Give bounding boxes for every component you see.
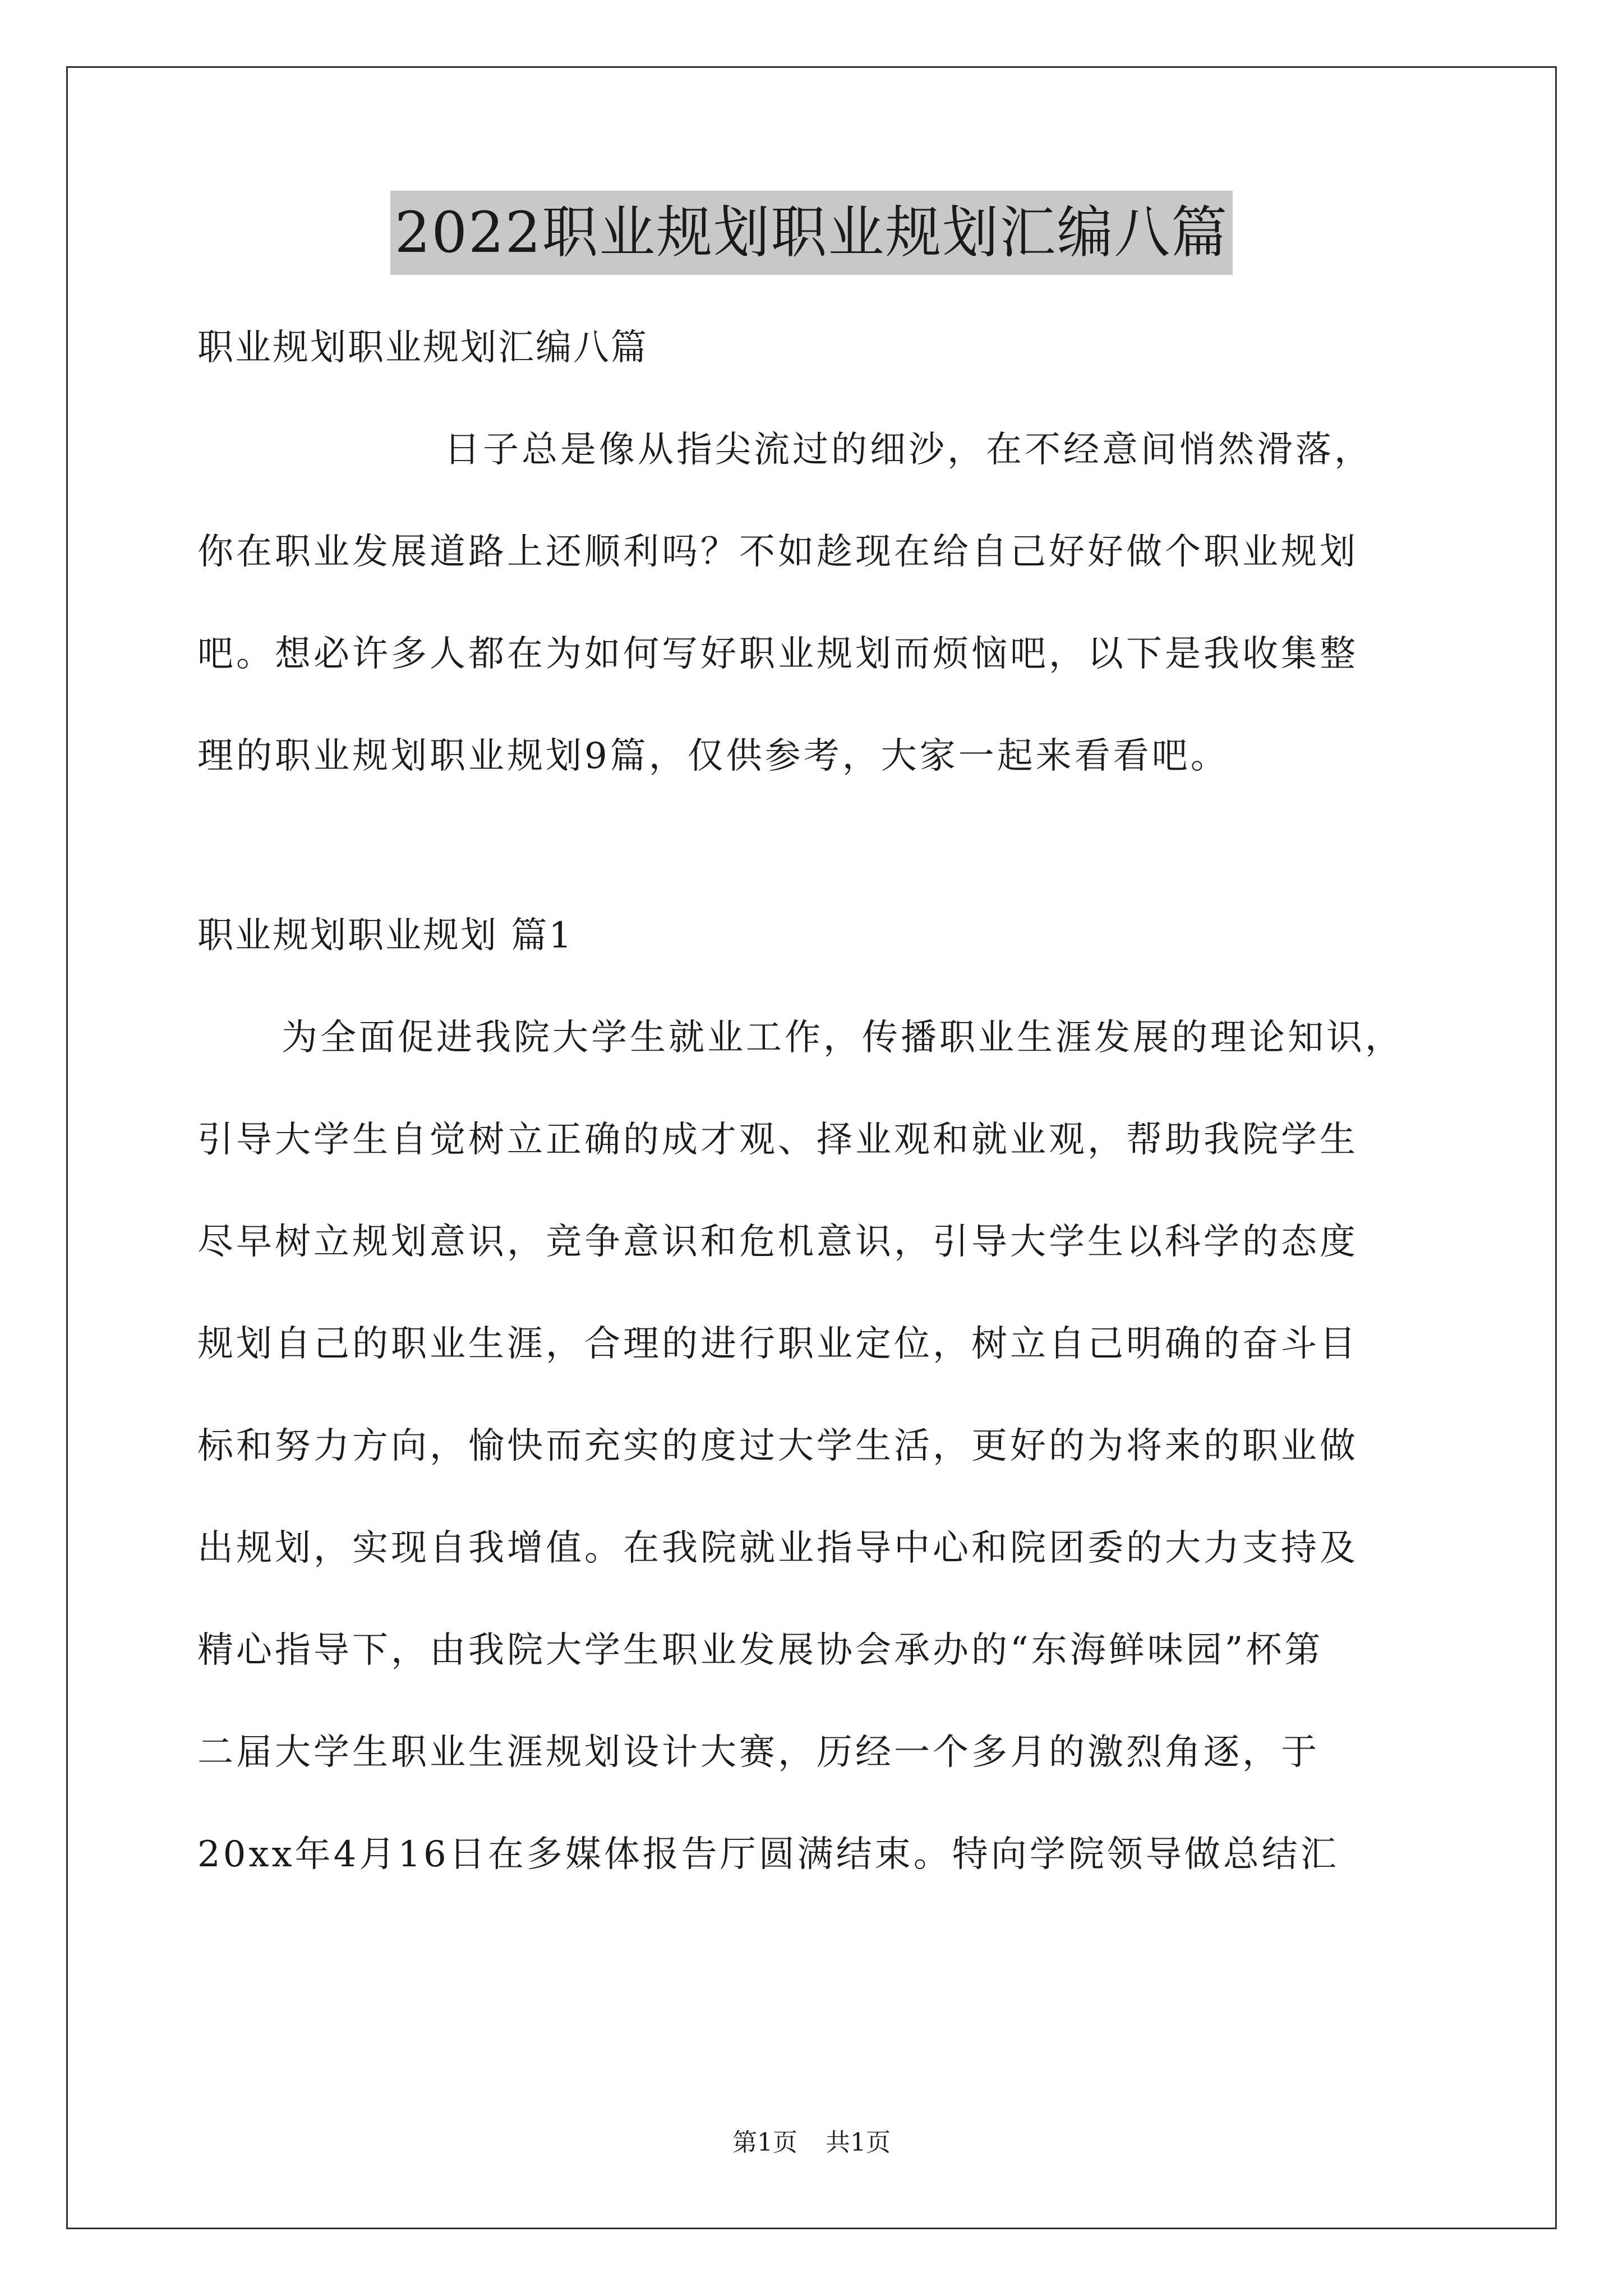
intro-line-1: 日子总是像从指尖流过的细沙，在不经意间悄然滑落， [444,429,1373,471]
body-line-6: 出规划，实现自我增值。在我院就业指导中心和院团委的大力支持及 [197,1527,1358,1569]
body-line-4: 规划自己的职业生涯，合理的进行职业定位，树立自己明确的奋斗目 [197,1323,1358,1365]
page-number: 第1页 [732,2128,797,2157]
document-body [197,323,1470,1931]
intro-line-4: 理的职业规划职业规划9篇，仅供参考，大家一起来看看吧。 [197,735,1229,777]
page-total: 共1页 [826,2128,891,2157]
title-area [0,191,1623,275]
intro-line-3: 吧。想必许多人都在为如何写好职业规划而烦恼吧，以下是我收集整 [197,633,1358,675]
body-line-2: 引导大学生自觉树立正确的成才观、择业观和就业观，帮助我院学生 [197,1119,1358,1161]
intro-line-2: 你在职业发展道路上还顺利吗？不如趁现在给自己好好做个职业规划 [197,531,1358,573]
body-line-8: 二届大学生职业生涯规划设计大赛，历经一个多月的激烈角逐，于 [197,1732,1320,1773]
document-subtitle: 职业规划职业规划汇编八篇 [197,327,648,369]
section-heading: 职业规划职业规划 篇1 [197,915,574,956]
body-line-1: 为全面促进我院大学生就业工作，传播职业生涯发展的理论知识， [282,1017,1404,1059]
body-line-5: 标和努力方向，愉快而充实的度过大学生活，更好的为将来的职业做 [197,1425,1358,1467]
page-footer [0,2126,1623,2160]
body-line-3: 尽早树立规划意识，竞争意识和危机意识，引导大学生以科学的态度 [197,1221,1358,1263]
body-line-9: 20xx年4月16日在多媒体报告厅圆满结束。特向学院领导做总结汇 [197,1834,1339,1875]
document-title: 2022职业规划职业规划汇编八篇 [390,191,1233,275]
body-line-7: 精心指导下，由我院大学生职业发展协会承办的“东海鲜味园”杯第 [197,1630,1324,1671]
